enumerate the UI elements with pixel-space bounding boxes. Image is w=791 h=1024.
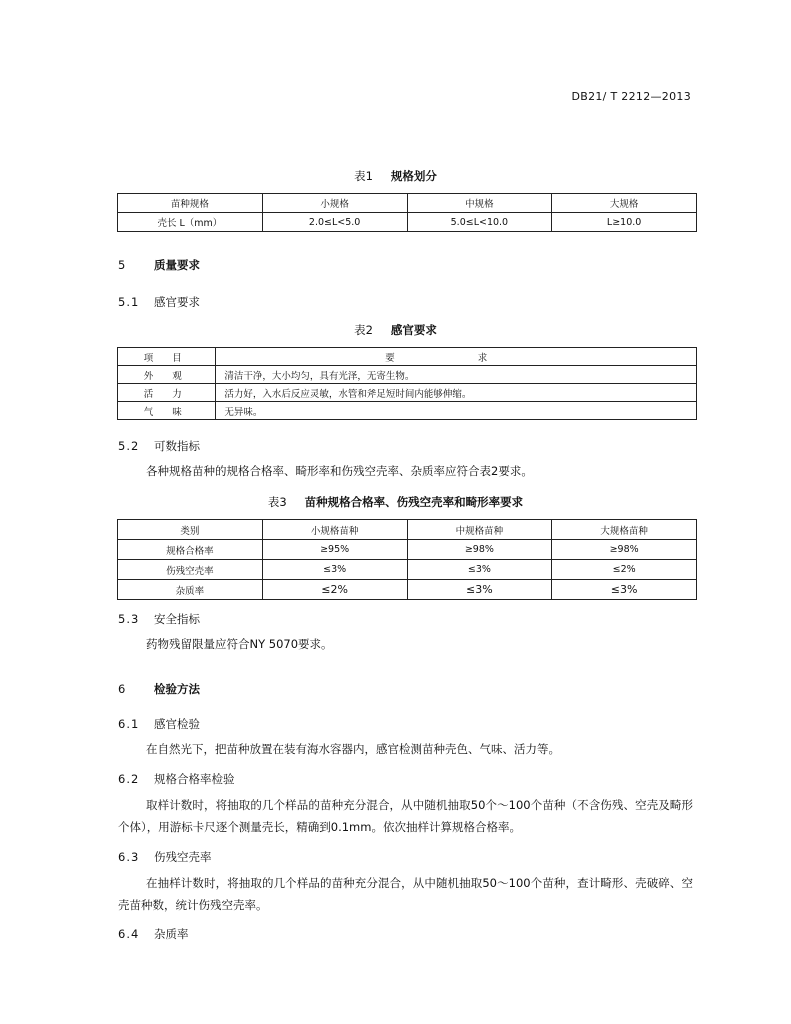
table-header-cell: 小规格苗种 — [262, 520, 407, 540]
table3-caption — [0, 494, 791, 510]
table2-number: 表2 — [354, 323, 373, 337]
table-cell: 5.0≤L<10.0 — [407, 213, 552, 232]
table3-number: 表3 — [267, 495, 287, 509]
section-6-heading — [118, 681, 200, 697]
section-number: 6.1 — [118, 717, 140, 731]
section-6-4-heading — [118, 926, 189, 942]
section-number: 5.2 — [118, 439, 140, 453]
table1-title: 规格划分 — [390, 169, 437, 183]
table1-number: 表1 — [354, 169, 373, 183]
table1-caption — [0, 168, 791, 184]
section-number: 6 — [118, 682, 127, 696]
table-cell: 壳长 L（mm） — [118, 213, 263, 232]
table-row — [118, 580, 697, 600]
section-5-3-text: 药物残留限量应符合NY 5070要求。 — [146, 637, 333, 651]
table-header-cell: 小规格 — [262, 194, 407, 213]
table2-sensory-requirements — [117, 347, 697, 420]
section-6-3-heading — [118, 849, 212, 865]
table-header-row — [118, 194, 697, 213]
section-5-2-heading — [118, 438, 200, 454]
section-title: 质量要求 — [154, 258, 200, 272]
table3-rate-requirements — [117, 519, 697, 600]
table-cell: 2.0≤L<5.0 — [262, 213, 407, 232]
table-cell: ≤3% — [262, 560, 407, 580]
table-row — [118, 366, 697, 384]
table-cell: ≤3% — [407, 560, 552, 580]
table-cell: 伤残空壳率 — [118, 560, 263, 580]
table-cell: 活 力 — [118, 384, 216, 402]
table-cell: ≤2% — [262, 580, 407, 600]
table-header-cell: 要 求 — [216, 348, 697, 366]
document-code: DB21/ T 2212—2013 — [571, 90, 691, 103]
table-cell: ≥95% — [262, 540, 407, 560]
table-cell: 外 观 — [118, 366, 216, 384]
section-title: 伤残空壳率 — [154, 850, 212, 864]
table-header-cell: 大规格苗种 — [552, 520, 697, 540]
table-cell: 无异味。 — [216, 402, 697, 420]
table-cell: 气 味 — [118, 402, 216, 420]
section-5-2-text: 各种规格苗种的规格合格率、畸形率和伤残空壳率、杂质率应符合表2要求。 — [146, 464, 533, 478]
section-title: 安全指标 — [154, 612, 200, 626]
table-cell: ≤2% — [552, 560, 697, 580]
table-cell: L≥10.0 — [552, 213, 697, 232]
table2-caption — [0, 322, 791, 338]
section-title: 规格合格率检验 — [154, 772, 235, 786]
table-cell: ≥98% — [407, 540, 552, 560]
section-5-heading — [118, 257, 200, 273]
section-number: 6.2 — [118, 772, 140, 786]
section-number: 5.3 — [118, 612, 140, 626]
section-number: 6.4 — [118, 927, 140, 941]
table-row — [118, 384, 697, 402]
table-cell: 清洁干净，大小均匀，具有光泽，无寄生物。 — [216, 366, 697, 384]
table-header-row — [118, 520, 697, 540]
section-title: 感官要求 — [154, 295, 200, 309]
table-cell: 规格合格率 — [118, 540, 263, 560]
table-header-cell: 项 目 — [118, 348, 216, 366]
section-title: 感官检验 — [154, 717, 200, 731]
table-header-cell: 苗种规格 — [118, 194, 263, 213]
section-number: 6.3 — [118, 850, 140, 864]
table-cell: 杂质率 — [118, 580, 263, 600]
table-row — [118, 402, 697, 420]
section-number: 5.1 — [118, 295, 140, 309]
section-6-1-heading — [118, 716, 200, 732]
table-cell: 活力好，入水后反应灵敏，水管和斧足短时间内能够伸缩。 — [216, 384, 697, 402]
table-row — [118, 560, 697, 580]
table-row — [118, 540, 697, 560]
section-6-2-heading — [118, 771, 235, 787]
section-6-1-text: 在自然光下，把苗种放置在装有海水容器内，感官检测苗种壳色、气味、活力等。 — [146, 742, 560, 756]
section-title: 可数指标 — [154, 439, 200, 453]
table-cell: ≤3% — [552, 580, 697, 600]
section-5-1-heading — [118, 294, 200, 310]
table-header-cell: 中规格苗种 — [407, 520, 552, 540]
table-header-row — [118, 348, 697, 366]
section-number: 5 — [118, 258, 127, 272]
table-header-cell: 类别 — [118, 520, 263, 540]
section-title: 杂质率 — [154, 927, 189, 941]
table1-spec-classification — [117, 193, 697, 232]
table-row — [118, 213, 697, 232]
table3-title: 苗种规格合格率、伤残空壳率和畸形率要求 — [304, 495, 524, 509]
table2-title: 感官要求 — [390, 323, 437, 337]
section-5-3-heading — [118, 611, 200, 627]
table-cell: ≥98% — [552, 540, 697, 560]
table-cell: ≤3% — [407, 580, 552, 600]
table-header-cell: 中规格 — [407, 194, 552, 213]
section-6-2-text: 取样计数时，将抽取的几个样品的苗种充分混合，从中随机抽取50个～100个苗种（不含伤残、空壳及畸形个体），用游标卡尺逐个测量壳长，精确到0.1mm。依次抽样计算规格合格率。 — [118, 798, 693, 834]
section-6-3-text: 在抽样计数时，将抽取的几个样品的苗种充分混合，从中随机抽取50～100个苗种，查计畸形、壳破碎、空壳苗种数，统计伤残空壳率。 — [118, 876, 693, 912]
table-header-cell: 大规格 — [552, 194, 697, 213]
section-title: 检验方法 — [154, 682, 200, 696]
